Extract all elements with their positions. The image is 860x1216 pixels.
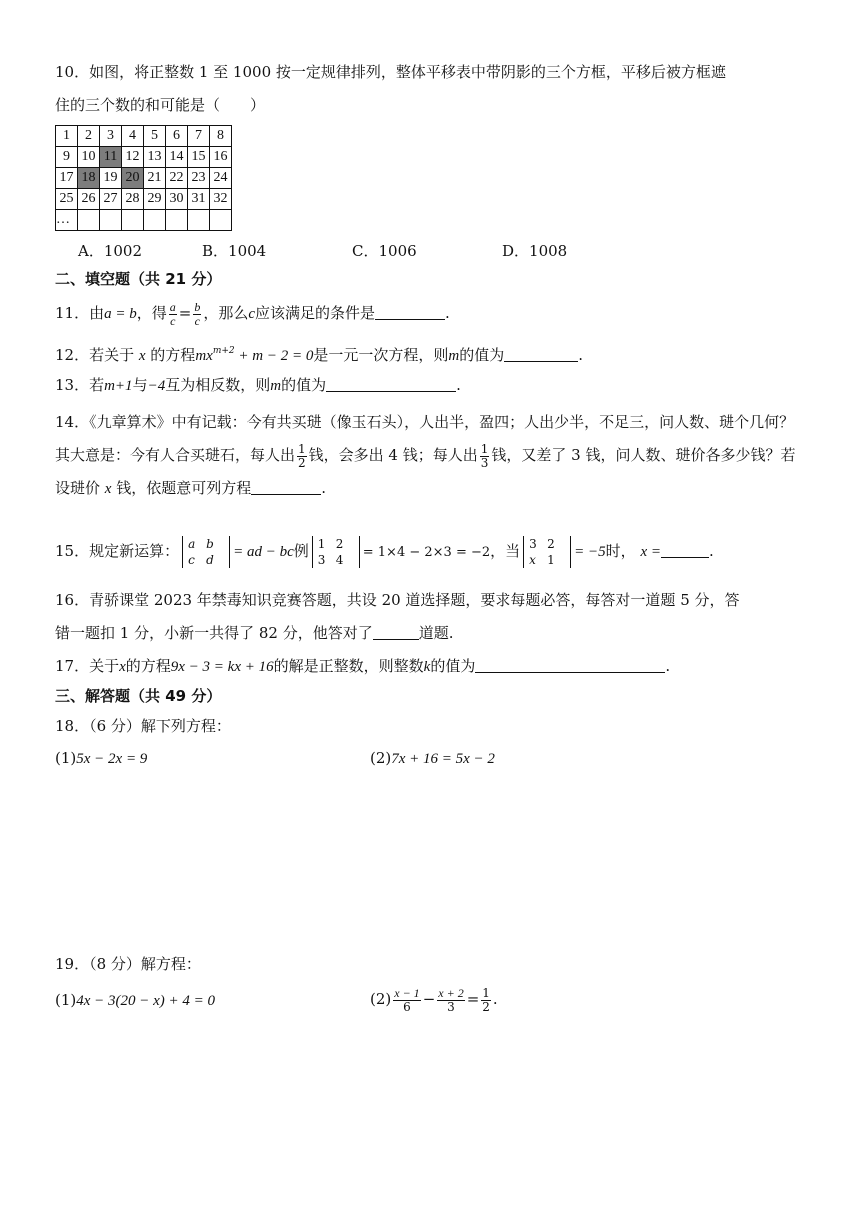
fraction-x-plus-2-over-3: $\frac{x + 2}{3}$ <box>438 985 464 1014</box>
grid-cell: 21 <box>144 168 166 189</box>
q19-part2: (2) $\frac{x - 1}{6}$ − $\frac{x + 2}{3}$ = $\frac{1}{2}$ . <box>370 985 498 1014</box>
grid-cell <box>210 210 232 231</box>
grid-cell: 13 <box>144 147 166 168</box>
q10-option-b[interactable]: B．1004 <box>202 242 267 260</box>
q12-answer-blank[interactable] <box>504 346 578 362</box>
q11: 11．由a = b，得 $\frac{a}{c}$ = $\frac{b}{c}$ ，那么c应该满足的条件是 . <box>55 299 450 328</box>
q18-part1: (1)5x − 2x = 9 <box>55 749 148 767</box>
grid-cell: 30 <box>166 189 188 210</box>
grid-cell: 29 <box>144 189 166 210</box>
grid-cell: 31 <box>188 189 210 210</box>
q17: 17．关于x的方程9x − 3 = kx + 16的解是正整数，则整数k的值为 . <box>55 657 671 675</box>
q15: 15．规定新运算： a b c d = ad − bc例 1 2 3 4 = 1×4 − 2×3 = −2，当 3 2 x 1 = −5时， x = . <box>55 537 714 567</box>
grid-cell <box>166 210 188 231</box>
section-solve-heading: 三、解答题（共 49 分） <box>55 687 222 705</box>
q10-option-d[interactable]: D．1008 <box>502 242 568 260</box>
grid-cell <box>78 210 100 231</box>
grid-cell: 26 <box>78 189 100 210</box>
grid-cell: 23 <box>188 168 210 189</box>
q19-part1: (1)4x − 3(20 − x) + 4 = 0 <box>55 991 216 1009</box>
grid-cell: 19 <box>100 168 122 189</box>
determinant-question: 3 2 x 1 <box>523 536 571 568</box>
fraction-a-over-c: $\frac{a}{c}$ <box>169 299 176 328</box>
grid-cell: 4 <box>122 126 144 147</box>
q18-title: 18．（6 分）解下列方程： <box>55 717 231 735</box>
grid-cell: 14 <box>166 147 188 168</box>
grid-row <box>56 126 232 147</box>
grid-cell <box>188 210 210 231</box>
grid-cell: 1 <box>56 126 78 147</box>
grid-cell: 25 <box>56 189 78 210</box>
grid-cell: 11 <box>100 147 122 168</box>
grid-cell: 24 <box>210 168 232 189</box>
grid-cell <box>100 210 122 231</box>
grid-cell: … <box>56 210 78 231</box>
section-fill-in-heading: 二、填空题（共 21 分） <box>55 270 222 288</box>
q13-answer-blank[interactable] <box>326 376 456 392</box>
q11-answer-blank[interactable] <box>375 304 445 320</box>
grid-row <box>56 210 232 231</box>
grid-cell: 6 <box>166 126 188 147</box>
fraction-one-half: $\frac{1}{2}$ <box>298 441 306 470</box>
grid-row <box>56 147 232 168</box>
grid-cell: 9 <box>56 147 78 168</box>
fraction-x-minus-1-over-6: $\frac{x - 1}{6}$ <box>394 985 420 1014</box>
q10-text-line2: 住的三个数的和可能是（ ） <box>55 96 266 114</box>
determinant-abcd: a b c d <box>182 536 230 568</box>
grid-cell <box>122 210 144 231</box>
q10-text-line1: 10．如图，将正整数 1 至 1000 按一定规律排列，整体平移表中带阴影的三个方框，平移后被方框遮 <box>55 63 726 81</box>
q10-option-a[interactable]: A．1002 <box>78 242 143 260</box>
grid-cell: 32 <box>210 189 232 210</box>
grid-cell: 10 <box>78 147 100 168</box>
grid-cell: 8 <box>210 126 232 147</box>
q10-option-c[interactable]: C．1006 <box>352 242 417 260</box>
q18-part2: (2)7x + 16 = 5x − 2 <box>370 749 495 767</box>
q14-answer-blank[interactable] <box>251 479 321 495</box>
q16-answer-blank[interactable] <box>373 624 419 640</box>
grid-cell: 15 <box>188 147 210 168</box>
q17-answer-blank[interactable] <box>475 657 665 673</box>
grid-cell: 18 <box>78 168 100 189</box>
grid-cell: 12 <box>122 147 144 168</box>
fraction-b-over-c: $\frac{b}{c}$ <box>194 299 201 328</box>
grid-cell: 16 <box>210 147 232 168</box>
grid-cell <box>144 210 166 231</box>
q12: 12．若关于 x 的方程$mx^{m+2} + m - 2 = 0$是一元一次方程，则m的值为 . <box>55 346 583 364</box>
fraction-one-half: $\frac{1}{2}$ <box>482 985 490 1014</box>
grid-cell: 5 <box>144 126 166 147</box>
grid-cell: 2 <box>78 126 100 147</box>
q15-answer-blank[interactable] <box>661 542 709 558</box>
number-grid <box>55 125 232 231</box>
q16-line1: 16．青骄课堂 2023 年禁毒知识竞赛答题，共设 20 道选择题，要求每题必答，每答对一道题 5 分，答 <box>55 591 740 609</box>
grid-cell: 3 <box>100 126 122 147</box>
grid-cell: 20 <box>122 168 144 189</box>
q14: 14．《九章算术》中有记载：今有共买琎（像玉石头），人出半，盈四；人出少半，不足三，问人数、琎个几何？其大意是：今有人合买琎石，每人出 $\frac{1}{2}$ 钱，会多出 4 钱；每人出 $\frac{1}{3}$ 钱，又差了 3 钱，问人数、琎价各多少钱？若设琎价 x 钱，依题意可列方程 . <box>55 413 796 497</box>
grid-cell: 22 <box>166 168 188 189</box>
q16-line2: 错一题扣 1 分，小新一共得了 82 分，他答对了 道题. <box>55 624 454 642</box>
determinant-example: 1 2 3 4 <box>312 536 360 568</box>
grid-cell: 17 <box>56 168 78 189</box>
grid-row <box>56 168 232 189</box>
q19-title: 19．（8 分）解方程： <box>55 955 201 973</box>
q13: 13．若m+1与−4互为相反数，则m的值为 . <box>55 376 461 394</box>
grid-cell: 28 <box>122 189 144 210</box>
grid-row <box>56 189 232 210</box>
fraction-one-third: $\frac{1}{3}$ <box>480 441 489 470</box>
grid-cell: 7 <box>188 126 210 147</box>
grid-cell: 27 <box>100 189 122 210</box>
